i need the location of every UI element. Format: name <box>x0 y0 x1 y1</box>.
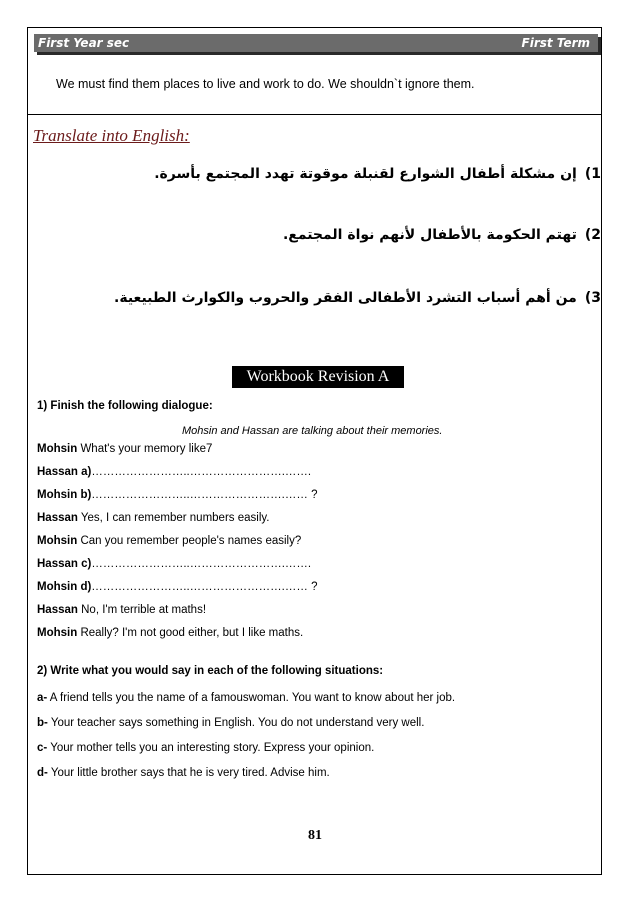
line-text: Really? I'm not good either, but I like maths. <box>77 627 304 639</box>
question-1-heading: 1) Finish the following dialogue: <box>37 400 213 412</box>
speaker: Hassan a) <box>37 466 92 478</box>
answer-blank: ……………………..…………………….……. <box>91 558 312 570</box>
situation-item <box>37 742 374 754</box>
speaker: Hassan c) <box>37 558 92 570</box>
speaker: Hassan <box>37 604 78 616</box>
speaker: Mohsin <box>37 535 78 547</box>
situation-label: b- <box>37 717 48 729</box>
answer-blank: ……………………..…………………….……. <box>91 466 312 478</box>
dialogue-line <box>37 604 206 616</box>
answer-blank: ……………………..…………………….…… ? <box>91 489 318 501</box>
speaker: Hassan <box>37 512 78 524</box>
arabic-item-text: إن مشكلة أطفال الشوارع لقنبلة موقوتة تهدد المجتمع بأسرة. <box>154 166 577 182</box>
line-text: Yes, I can remember numbers easily. <box>77 512 270 524</box>
dialogue-line <box>37 558 311 570</box>
line-text: What's your memory like7 <box>77 443 213 455</box>
translate-heading: Translate into English: <box>33 126 190 145</box>
speaker: Mohsin b) <box>37 489 92 501</box>
dialogue-line <box>37 627 303 639</box>
arabic-item-text: تهتم الحكومة بالأطفال لأنهم نواة المجتمع. <box>282 227 577 243</box>
dialogue-line <box>37 443 212 455</box>
intro-sentence: We must find them places to live and work to do. We shouldn`t ignore them. <box>56 77 475 91</box>
situation-text: Your little brother says that he is very tired. Advise him. <box>47 767 330 779</box>
section-divider <box>27 114 602 115</box>
situation-label: d- <box>37 767 48 779</box>
page-number: 81 <box>308 828 322 843</box>
question-2-heading: 2) Write what you would say in each of the following situations: <box>37 665 384 677</box>
arabic-item-1 <box>154 166 601 182</box>
workbook-title: Workbook Revision A <box>232 366 404 388</box>
arabic-item-number: 1) <box>584 166 601 182</box>
arabic-item-text: من أهم أسباب التشرد الأطفالى الفقر والحروب والكوارث الطبيعية. <box>114 290 577 306</box>
dialogue-line <box>37 512 269 524</box>
arabic-item-number: 2) <box>584 227 601 243</box>
dialogue-line <box>37 535 301 547</box>
situation-label: c- <box>37 742 48 754</box>
header-year: First Year sec <box>38 36 130 50</box>
header-term: First Term <box>521 36 590 50</box>
situation-text: A friend tells you the name of a famouswoman. You want to know about her job. <box>47 692 456 704</box>
line-text: No, I'm terrible at maths! <box>77 604 207 616</box>
dialogue-line <box>37 466 311 478</box>
situation-label: a- <box>37 692 48 704</box>
situation-text: Your mother tells you an interesting story. Express your opinion. <box>47 742 375 754</box>
answer-blank: ……………………..…………………….…… ? <box>91 581 318 593</box>
situation-text: Your teacher says something in English. You do not understand very well. <box>47 717 425 729</box>
dialogue-line <box>37 581 317 593</box>
situation-item <box>37 767 330 779</box>
speaker: Mohsin <box>37 443 78 455</box>
header-bar <box>34 34 598 52</box>
speaker: Mohsin <box>37 627 78 639</box>
arabic-item-number: 3) <box>584 290 601 306</box>
arabic-item-3 <box>114 290 601 306</box>
situation-item <box>37 717 424 729</box>
arabic-item-2 <box>283 227 601 243</box>
dialogue-scene: Mohsin and Hassan are talking about their memories. <box>182 425 443 437</box>
situation-item <box>37 692 455 704</box>
dialogue-line <box>37 489 317 501</box>
line-text: Can you remember people's names easily? <box>77 535 302 547</box>
speaker: Mohsin d) <box>37 581 92 593</box>
